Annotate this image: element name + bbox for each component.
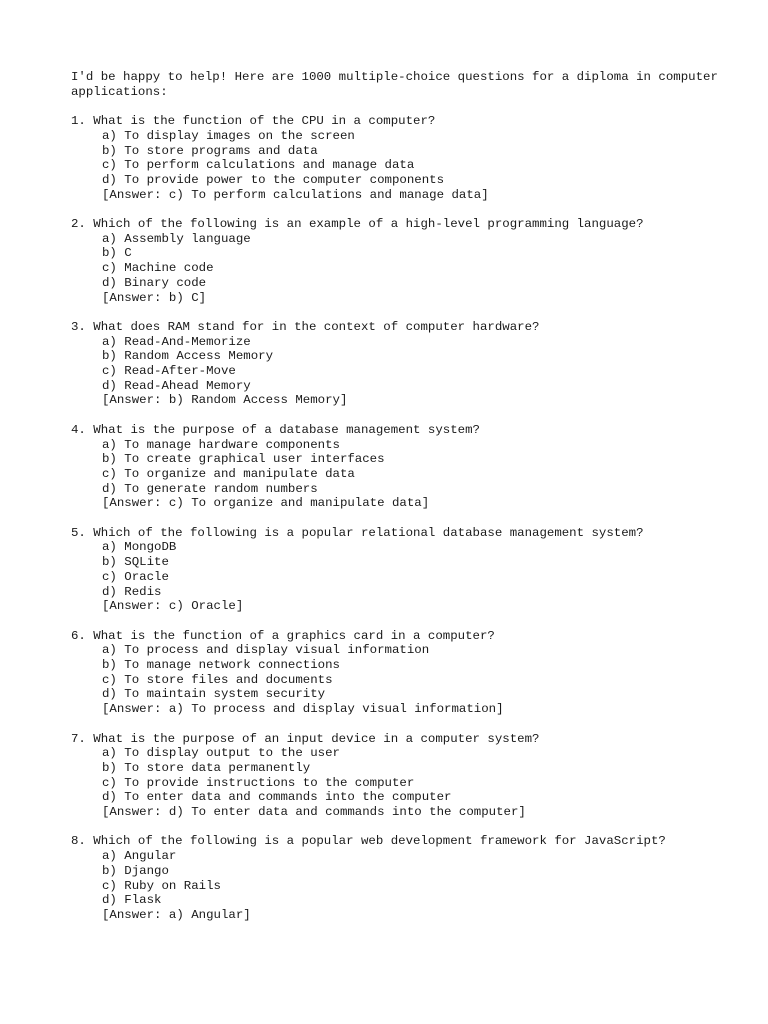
question-text: 2. Which of the following is an example of a high-level programming language? — [71, 217, 644, 231]
answer-option: b) SQLite — [102, 555, 169, 570]
answer-option: a) MongoDB — [102, 540, 177, 555]
answer-option: a) Assembly language — [102, 231, 251, 246]
answer-option: b) To store data permanently — [102, 760, 311, 775]
question-block — [71, 320, 751, 408]
question-block — [71, 629, 751, 717]
answer-option: c) To perform calculations and manage data — [102, 158, 415, 173]
question-text: 4. What is the purpose of a database management system? — [71, 422, 480, 437]
correct-answer: [Answer: c) To perform calculations and manage data] — [102, 187, 489, 202]
answer-option: a) To display output to the user — [102, 746, 340, 761]
answer-option: d) To generate random numbers — [102, 481, 318, 496]
answer-option: b) Random Access Memory — [102, 349, 274, 364]
answer-option: c) Machine code — [102, 261, 214, 276]
document-page — [71, 70, 751, 937]
question-text: 8. Which of the following is a popular web development framework for JavaScript? — [71, 834, 666, 849]
question-text: 5. Which of the following is a popular relational database management system? — [71, 525, 644, 540]
intro-paragraph: I'd be happy to help! Here are 1000 multiple-choice questions for a diploma in computer applications: — [71, 70, 726, 99]
answer-option: c) Ruby on Rails — [102, 878, 221, 893]
answer-option: a) To manage hardware components — [102, 437, 340, 452]
answer-option: b) C — [102, 246, 132, 261]
answer-option: d) Read-Ahead Memory — [102, 378, 251, 393]
answer-option: d) Flask — [102, 893, 162, 908]
answer-option: a) Read-And-Memorize — [102, 334, 251, 349]
correct-answer: [Answer: b) Random Access Memory] — [102, 393, 348, 408]
question-block — [71, 217, 751, 305]
question-list — [71, 114, 751, 923]
answer-option: a) To display images on the screen — [102, 128, 355, 143]
answer-option: a) Angular — [102, 849, 177, 864]
answer-option: b) To create graphical user interfaces — [102, 452, 385, 467]
question-text: 6. What is the function of a graphics card in a computer? — [71, 628, 495, 643]
correct-answer: [Answer: d) To enter data and commands into the computer] — [102, 805, 526, 820]
question-block — [71, 114, 751, 202]
answer-option: c) Read-After-Move — [102, 364, 236, 379]
answer-option: d) To maintain system security — [102, 687, 326, 702]
correct-answer: [Answer: a) To process and display visual information] — [102, 702, 504, 717]
answer-option: c) To store files and documents — [102, 672, 333, 687]
correct-answer: [Answer: b) C] — [102, 290, 207, 305]
answer-option: d) Redis — [102, 584, 162, 599]
answer-option: b) Django — [102, 863, 169, 878]
correct-answer: [Answer: c) Oracle] — [102, 599, 244, 614]
question-block — [71, 526, 751, 614]
answer-option: d) To enter data and commands into the computer — [102, 790, 452, 805]
question-block — [71, 834, 751, 922]
correct-answer: [Answer: c) To organize and manipulate data] — [102, 496, 430, 511]
question-text: 1. What is the function of the CPU in a computer? — [71, 114, 436, 129]
answer-option: c) To organize and manipulate data — [102, 466, 355, 481]
question-block — [71, 423, 751, 511]
question-text: 7. What is the purpose of an input device in a computer system? — [71, 731, 540, 746]
question-block — [71, 732, 751, 820]
answer-option: b) To manage network connections — [102, 658, 340, 673]
answer-option: d) To provide power to the computer components — [102, 172, 445, 187]
answer-option: c) To provide instructions to the computer — [102, 775, 415, 790]
answer-option: d) Binary code — [102, 275, 207, 290]
answer-option: a) To process and display visual information — [102, 643, 430, 658]
answer-option: c) Oracle — [102, 569, 169, 584]
correct-answer: [Answer: a) Angular] — [102, 907, 251, 922]
answer-option: b) To store programs and data — [102, 143, 318, 158]
question-text: 3. What does RAM stand for in the context of computer hardware? — [71, 319, 540, 334]
